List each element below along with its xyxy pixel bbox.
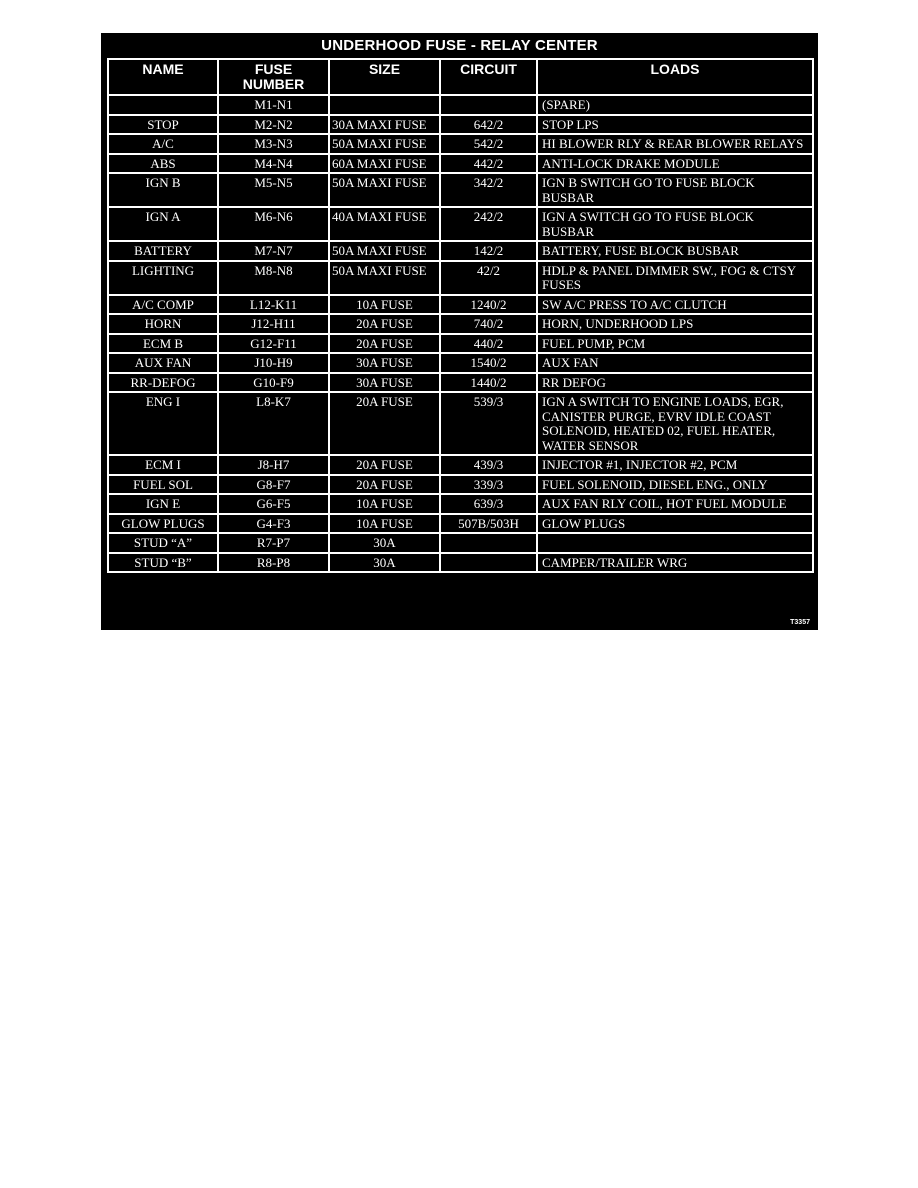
cell-name: STUD “B” (108, 553, 218, 573)
cell-name: ECM I (108, 455, 218, 475)
cell-size: 50A MAXI FUSE (329, 241, 440, 261)
cell-circuit: 542/2 (440, 134, 537, 154)
cell-name: ECM B (108, 334, 218, 354)
figure-code: T3357 (790, 619, 810, 626)
table-row (108, 334, 813, 354)
cell-size: 60A MAXI FUSE (329, 154, 440, 174)
cell-fuse: M3-N3 (218, 134, 329, 154)
cell-name: IGN A (108, 207, 218, 241)
table-row (108, 373, 813, 393)
table-row (108, 455, 813, 475)
cell-name: RR-DEFOG (108, 373, 218, 393)
cell-loads: STOP LPS (537, 115, 813, 135)
header-loads: LOADS (537, 59, 813, 95)
cell-circuit: 42/2 (440, 261, 537, 295)
cell-loads: HDLP & PANEL DIMMER SW., FOG & CTSY FUSES (537, 261, 813, 295)
cell-circuit: 439/3 (440, 455, 537, 475)
cell-circuit (440, 553, 537, 573)
cell-name: BATTERY (108, 241, 218, 261)
header-size: SIZE (329, 59, 440, 95)
cell-size (329, 95, 440, 115)
cell-size: 20A FUSE (329, 455, 440, 475)
cell-size: 40A MAXI FUSE (329, 207, 440, 241)
cell-fuse: M8-N8 (218, 261, 329, 295)
cell-size: 20A FUSE (329, 392, 440, 455)
cell-loads: ANTI-LOCK DRAKE MODULE (537, 154, 813, 174)
cell-size: 30A (329, 553, 440, 573)
cell-name: LIGHTING (108, 261, 218, 295)
cell-name: ENG I (108, 392, 218, 455)
cell-name: A/C COMP (108, 295, 218, 315)
cell-loads: IGN A SWITCH GO TO FUSE BLOCK BUSBAR (537, 207, 813, 241)
cell-circuit: 442/2 (440, 154, 537, 174)
cell-circuit: 440/2 (440, 334, 537, 354)
cell-fuse: J12-H11 (218, 314, 329, 334)
cell-fuse: G8-F7 (218, 475, 329, 495)
cell-loads: IGN A SWITCH TO ENGINE LOADS, EGR, CANISTER PURGE, EVRV IDLE COAST SOLENOID, HEATED 02, FUEL HEATER, WATER SENSOR (537, 392, 813, 455)
cell-circuit: 740/2 (440, 314, 537, 334)
table-row (108, 95, 813, 115)
cell-size: 50A MAXI FUSE (329, 173, 440, 207)
cell-loads: FUEL PUMP, PCM (537, 334, 813, 354)
cell-fuse: J8-H7 (218, 455, 329, 475)
cell-name: ABS (108, 154, 218, 174)
cell-fuse: M2-N2 (218, 115, 329, 135)
header-fuse-number: FUSE NUMBER (218, 59, 329, 95)
cell-fuse: M6-N6 (218, 207, 329, 241)
table-row (108, 241, 813, 261)
cell-loads: CAMPER/TRAILER WRG (537, 553, 813, 573)
table-header-row (108, 59, 813, 95)
cell-size: 50A MAXI FUSE (329, 261, 440, 295)
table-row (108, 154, 813, 174)
cell-loads: HI BLOWER RLY & REAR BLOWER RELAYS (537, 134, 813, 154)
cell-size: 20A FUSE (329, 475, 440, 495)
cell-circuit: 1540/2 (440, 353, 537, 373)
table-row (108, 553, 813, 573)
cell-size: 30A FUSE (329, 353, 440, 373)
cell-name: GLOW PLUGS (108, 514, 218, 534)
cell-fuse: J10-H9 (218, 353, 329, 373)
cell-loads: HORN, UNDERHOOD LPS (537, 314, 813, 334)
cell-circuit (440, 95, 537, 115)
cell-fuse: M1-N1 (218, 95, 329, 115)
cell-name (108, 95, 218, 115)
cell-loads: GLOW PLUGS (537, 514, 813, 534)
cell-fuse: R7-P7 (218, 533, 329, 553)
cell-circuit: 142/2 (440, 241, 537, 261)
cell-name: STOP (108, 115, 218, 135)
cell-fuse: L8-K7 (218, 392, 329, 455)
cell-fuse: L12-K11 (218, 295, 329, 315)
cell-fuse: G4-F3 (218, 514, 329, 534)
cell-circuit: 642/2 (440, 115, 537, 135)
table-row (108, 173, 813, 207)
cell-name: AUX FAN (108, 353, 218, 373)
cell-name: A/C (108, 134, 218, 154)
cell-size: 20A FUSE (329, 314, 440, 334)
cell-name: FUEL SOL (108, 475, 218, 495)
cell-fuse: M7-N7 (218, 241, 329, 261)
cell-loads: AUX FAN (537, 353, 813, 373)
table-row (108, 261, 813, 295)
table-row (108, 207, 813, 241)
cell-fuse: G6-F5 (218, 494, 329, 514)
fuse-relay-center-panel (101, 33, 818, 630)
cell-loads: IGN B SWITCH GO TO FUSE BLOCK BUSBAR (537, 173, 813, 207)
page-title: UNDERHOOD FUSE - RELAY CENTER (321, 37, 598, 54)
cell-fuse: M4-N4 (218, 154, 329, 174)
cell-fuse: M5-N5 (218, 173, 329, 207)
table-row (108, 134, 813, 154)
cell-name: IGN B (108, 173, 218, 207)
cell-circuit: 507B/503H (440, 514, 537, 534)
cell-loads: FUEL SOLENOID, DIESEL ENG., ONLY (537, 475, 813, 495)
header-circuit: CIRCUIT (440, 59, 537, 95)
cell-loads (537, 533, 813, 553)
cell-circuit: 639/3 (440, 494, 537, 514)
table-row (108, 494, 813, 514)
cell-size: 30A (329, 533, 440, 553)
cell-circuit: 1240/2 (440, 295, 537, 315)
table-row (108, 514, 813, 534)
cell-name: HORN (108, 314, 218, 334)
cell-fuse: G12-F11 (218, 334, 329, 354)
cell-circuit: 1440/2 (440, 373, 537, 393)
header-name: NAME (108, 59, 218, 95)
cell-loads: BATTERY, FUSE BLOCK BUSBAR (537, 241, 813, 261)
cell-name: STUD “A” (108, 533, 218, 553)
table-row (108, 353, 813, 373)
cell-loads: SW A/C PRESS TO A/C CLUTCH (537, 295, 813, 315)
cell-circuit: 342/2 (440, 173, 537, 207)
cell-size: 10A FUSE (329, 295, 440, 315)
cell-loads: RR DEFOG (537, 373, 813, 393)
cell-fuse: R8-P8 (218, 553, 329, 573)
cell-circuit: 339/3 (440, 475, 537, 495)
table-row (108, 314, 813, 334)
table-row (108, 115, 813, 135)
cell-size: 30A FUSE (329, 373, 440, 393)
cell-size: 10A FUSE (329, 494, 440, 514)
cell-size: 30A MAXI FUSE (329, 115, 440, 135)
cell-loads: AUX FAN RLY COIL, HOT FUEL MODULE (537, 494, 813, 514)
cell-size: 10A FUSE (329, 514, 440, 534)
cell-circuit: 539/3 (440, 392, 537, 455)
cell-fuse: G10-F9 (218, 373, 329, 393)
cell-size: 20A FUSE (329, 334, 440, 354)
cell-size: 50A MAXI FUSE (329, 134, 440, 154)
cell-loads: (SPARE) (537, 95, 813, 115)
table-row (108, 533, 813, 553)
cell-loads: INJECTOR #1, INJECTOR #2, PCM (537, 455, 813, 475)
table-row (108, 295, 813, 315)
fuse-table (107, 58, 814, 573)
cell-circuit: 242/2 (440, 207, 537, 241)
table-row (108, 475, 813, 495)
cell-circuit (440, 533, 537, 553)
cell-name: IGN E (108, 494, 218, 514)
table-row (108, 392, 813, 455)
